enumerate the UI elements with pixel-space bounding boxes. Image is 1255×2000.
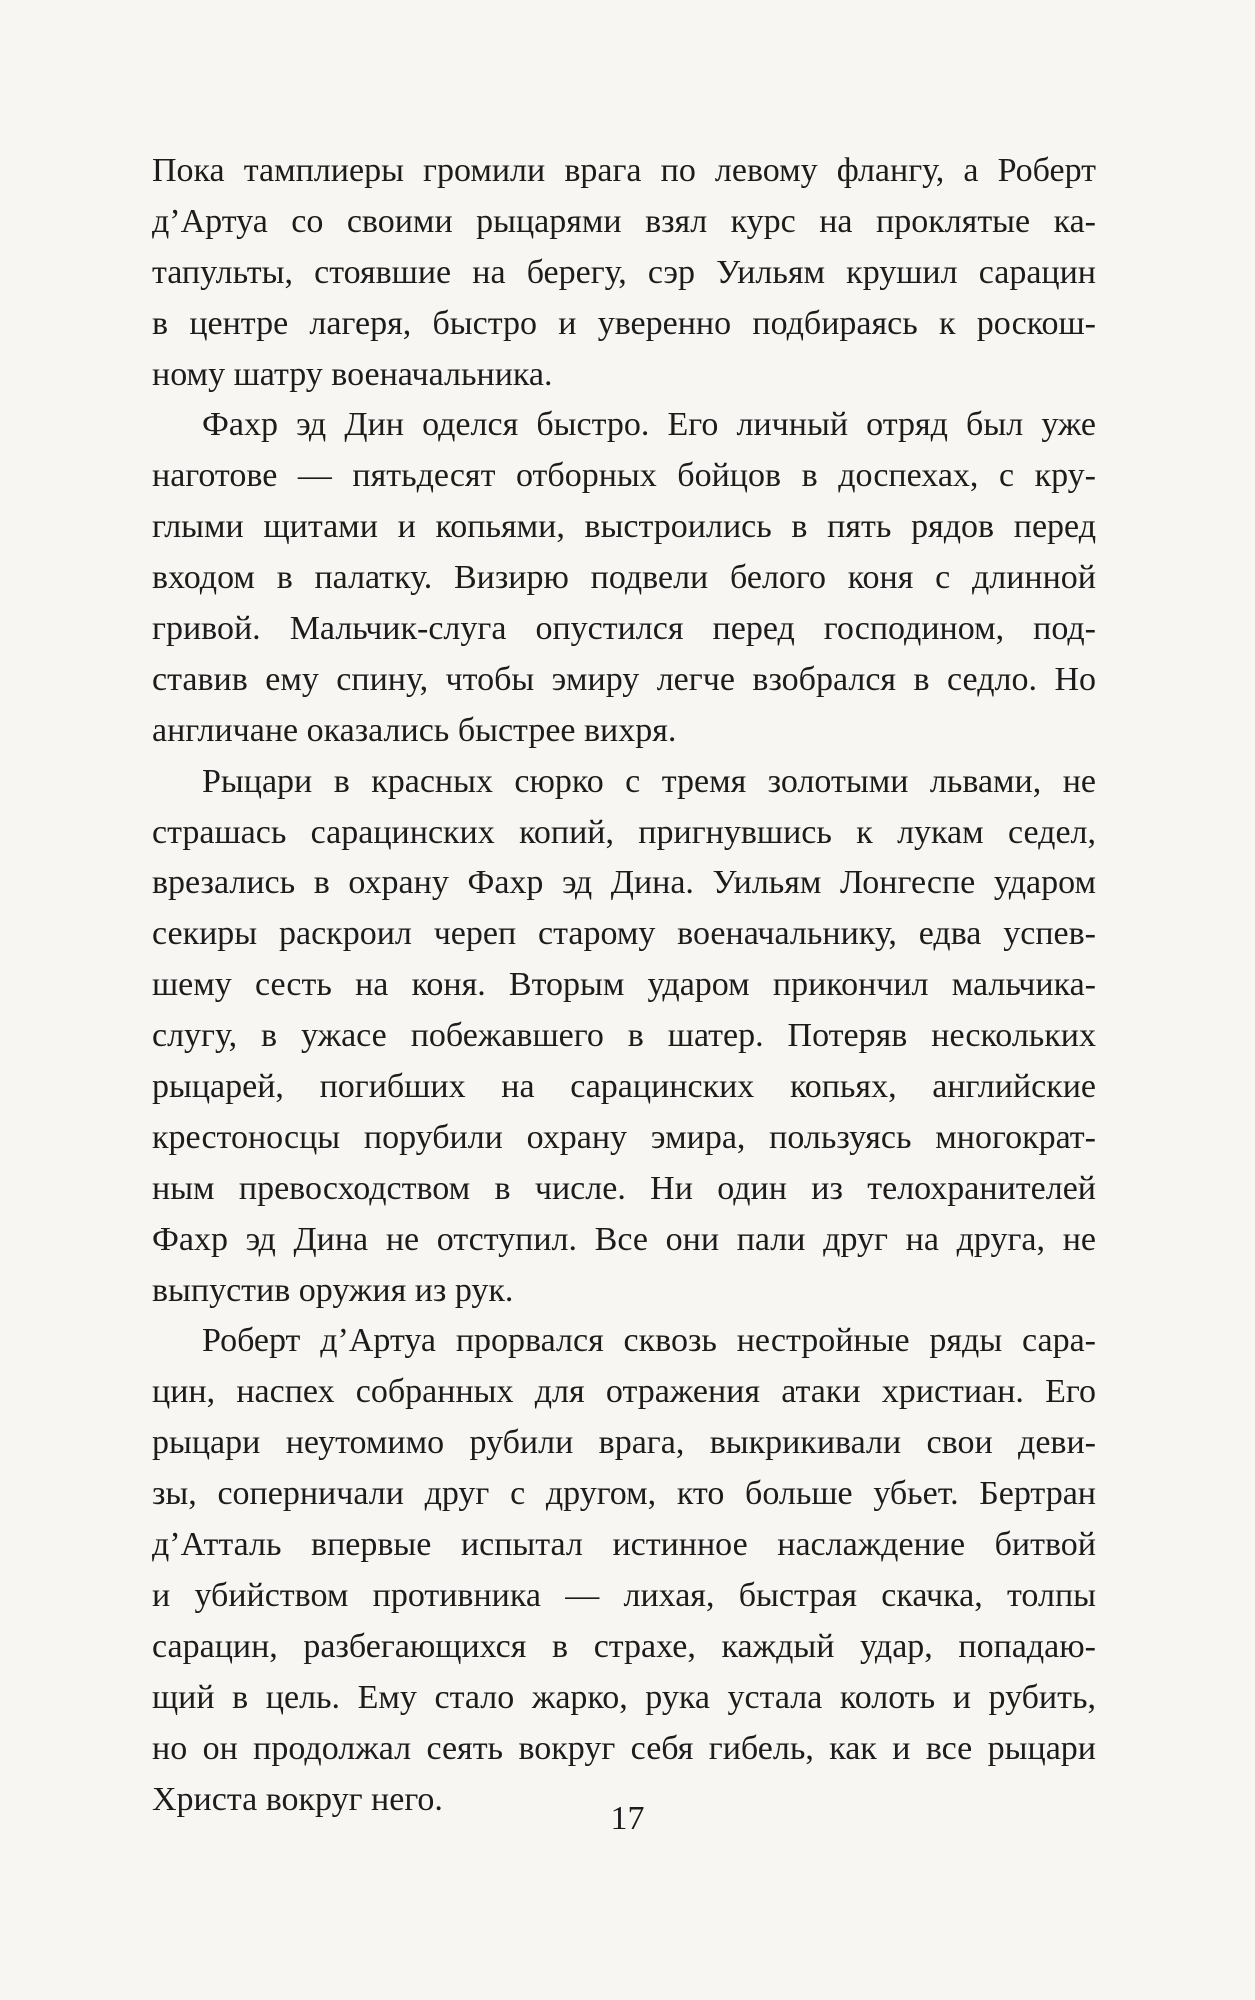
text-line: д’Атталь впервые испытал истинное наслаждение битвой — [152, 1526, 1096, 1564]
text-line: рыцарей, погибших на сарацинских копьях, английские — [152, 1068, 1096, 1106]
text-line: крестоносцы порубили охрану эмира, пользуясь многократ- — [152, 1118, 1096, 1156]
text-line: в центре лагеря, быстро и уверенно подбираясь к роскош- — [152, 304, 1096, 342]
text-line: шему сесть на коня. Вторым ударом прикончил мальчика- — [152, 966, 1096, 1004]
page-number: 17 — [610, 1800, 645, 1837]
paragraph-1 — [152, 146, 1096, 400]
text-line: выпустив оружия из рук. — [152, 1271, 514, 1309]
text-line: входом в палатку. Визирю подвели белого коня с длинной — [152, 559, 1096, 597]
text-line: Рыцари в красных сюрко с тремя золотыми львами, не — [202, 762, 1096, 800]
text-line: врезались в охрану Фахр эд Дина. Уильям Лонгеспе ударом — [152, 864, 1096, 902]
text-line: тапульты, стоявшие на берегу, сэр Уильям крушил сарацин — [152, 253, 1096, 291]
text-line: д’Артуа со своими рыцарями взял курс на проклятые ка- — [152, 202, 1096, 240]
text-line: гривой. Мальчик-слуга опустился перед господином, под- — [152, 610, 1096, 648]
text-line: ставив ему спину, чтобы эмиру легче взобрался в седло. Но — [152, 660, 1096, 698]
text-line: ным превосходством в числе. Ни один из телохранителей — [152, 1169, 1096, 1207]
text-line: глыми щитами и копьями, выстроились в пять рядов перед — [152, 508, 1096, 546]
text-line: зы, соперничали друг с другом, кто больше убьет. Бертран — [152, 1475, 1096, 1513]
text-line: рыцари неутомимо рубили врага, выкрикивали свои деви- — [152, 1424, 1096, 1462]
text-line: Роберт д’Артуа прорвался сквозь нестройные ряды сара- — [202, 1322, 1096, 1360]
paragraph-2 — [152, 400, 1096, 756]
text-line: слугу, в ужасе побежавшего в шатер. Потеряв нескольких — [152, 1017, 1096, 1055]
text-line: секиры раскроил череп старому военачальнику, едва успев- — [152, 915, 1096, 953]
text-line: Фахр эд Дина не отступил. Все они пали друг на друга, не — [152, 1220, 1096, 1258]
paragraph-3 — [152, 757, 1096, 1317]
text-line: Пока тамплиеры громили врага по левому флангу, а Роберт — [152, 152, 1096, 189]
text-line: англичане оказались быстрее вихря. — [152, 711, 677, 749]
text-line: сарацин, разбегающихся в страхе, каждый удар, попадаю- — [152, 1627, 1096, 1665]
text-line: но он продолжал сеять вокруг себя гибель, как и все рыцари — [152, 1729, 1096, 1767]
text-line: Фахр эд Дин оделся быстро. Его личный отряд был уже — [202, 406, 1096, 444]
text-line: Христа вокруг него. — [152, 1780, 443, 1818]
text-line: страшась сарацинских копий, пригнувшись к лукам седел, — [152, 813, 1096, 851]
text-line: цин, наспех собранных для отражения атаки христиан. Его — [152, 1373, 1096, 1411]
text-line: и убийством противника — лихая, быстрая скачка, толпы — [152, 1576, 1096, 1614]
paragraph-4 — [152, 1316, 1096, 1825]
body-text — [152, 146, 1096, 1825]
text-line: наготове — пятьдесят отборных бойцов в доспехах, с кру- — [152, 457, 1096, 495]
text-line: ному шатру военачальника. — [152, 355, 553, 393]
text-line: щий в цель. Ему стало жарко, рука устала колоть и рубить, — [152, 1678, 1096, 1716]
